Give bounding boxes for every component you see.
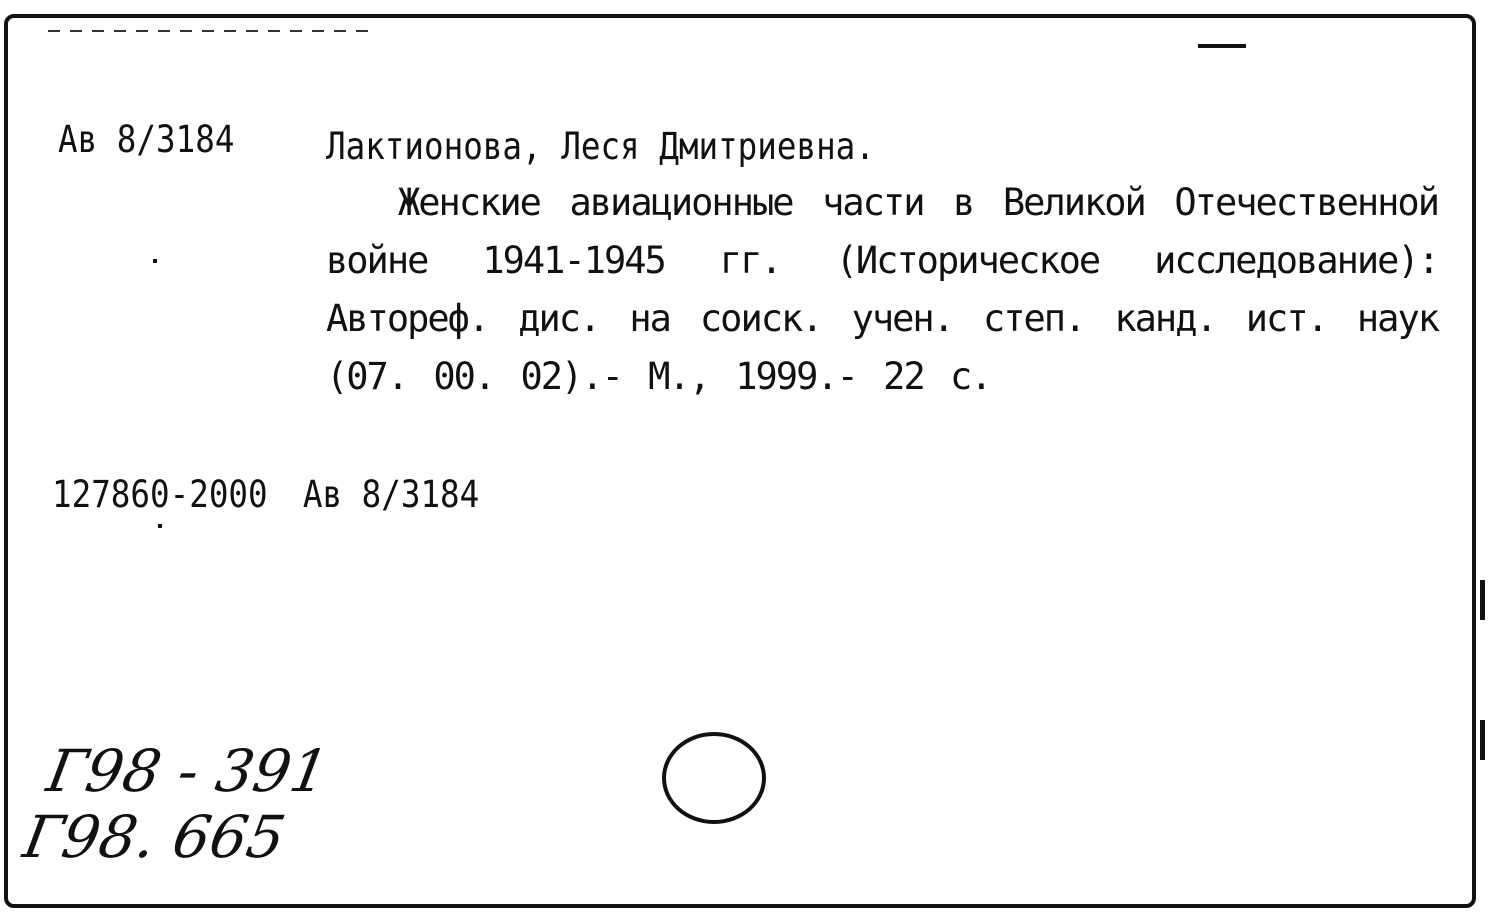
title-description: Женские авиационные части в Великой Отечественной войне 1941-1945 гг. (Историческое исследование): Автореф. дис. на соиск. учен. степ. канд. ист. наук (07. 00. 02).- М., 1999.- 22 с. (326, 181, 1438, 398)
footer-shelf-mark: Ав 8/3184 (302, 473, 480, 516)
handwritten-code: Г98. 665 (18, 803, 291, 871)
inventory-number: 127860-2000 (52, 473, 268, 516)
author-name: Лактионова, Леся Дмитриевна. (326, 125, 875, 168)
scan-dot (158, 524, 162, 528)
handwritten-notes (18, 737, 334, 871)
handwritten-code: Г98 - 391 (42, 737, 334, 805)
scan-dash-top-right (1198, 44, 1246, 48)
punch-hole (662, 732, 766, 824)
bibliographic-entry (326, 118, 1438, 406)
edge-mark (1480, 720, 1485, 760)
shelf-mark: Ав 8/3184 (58, 118, 235, 161)
scan-dash-top-left (48, 30, 368, 32)
scan-dot (153, 259, 157, 263)
edge-mark (1480, 580, 1485, 620)
inventory-line (52, 473, 479, 516)
